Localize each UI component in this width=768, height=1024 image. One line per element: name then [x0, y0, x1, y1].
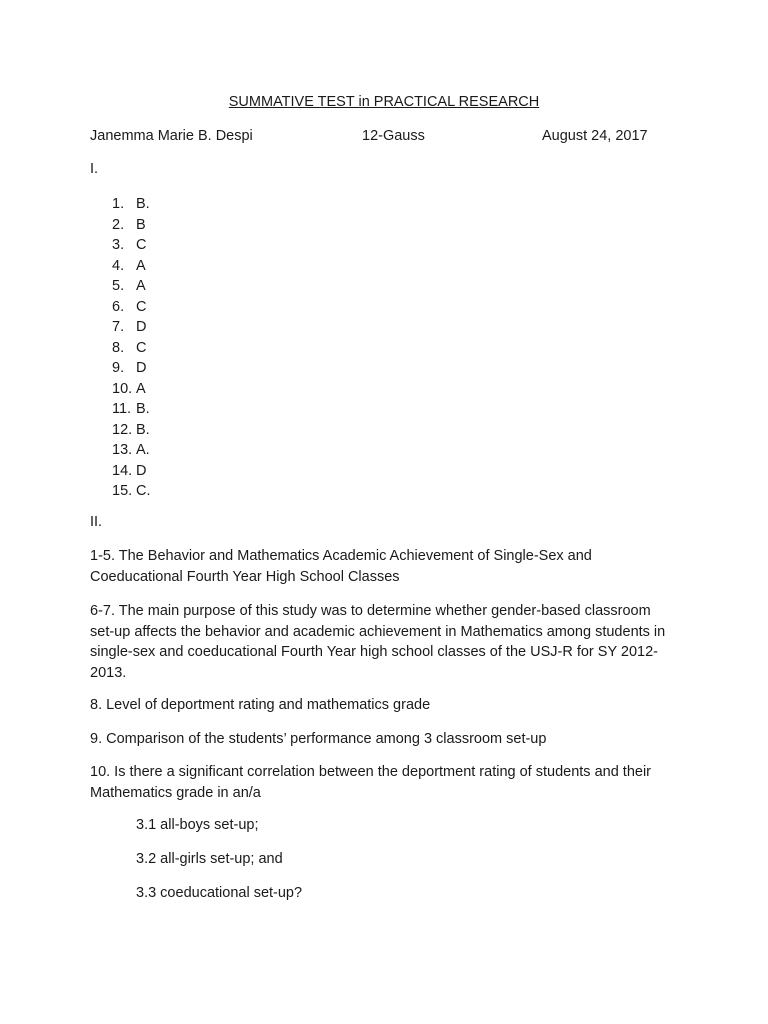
- list-item: 6. C: [112, 298, 147, 315]
- header-row: [90, 128, 690, 148]
- part-2-label: II.: [90, 514, 103, 530]
- list-item: 10. A: [112, 380, 146, 397]
- item-10: 10. Is there a significant correlation between the deportment rating of students and their Mathematics grade in an/a: [90, 764, 652, 801]
- item-8: 8. Level of deportment rating and mathematics grade: [90, 697, 431, 713]
- list-item: 4. A: [112, 257, 146, 274]
- item-6-7: 6-7. The main purpose of this study was to determine whether gender-based classroom set-up affects the behavior and academic achievement in Mathematics among students in single-sex and coeducational Fourth Year high school classes of the USJ-R for SY 2012-2013.: [90, 603, 666, 681]
- list-item: 12. B.: [112, 421, 150, 438]
- list-item: 11. B.: [112, 401, 150, 417]
- document-title: SUMMATIVE TEST in PRACTICAL RESEARCH: [228, 94, 540, 110]
- answer-list: [112, 194, 151, 502]
- list-item: 9. D: [112, 360, 147, 376]
- list-item: 13. A.: [112, 442, 150, 458]
- list-item: 7. D: [112, 319, 147, 335]
- list-item: 8. C: [112, 339, 147, 356]
- sub-item-3-1: 3.1 all-boys set-up;: [136, 817, 259, 833]
- list-item: 1. B.: [112, 196, 150, 212]
- student-name: Janemma Marie B. Despi: [90, 128, 253, 144]
- list-item: 5. A: [112, 278, 146, 294]
- item-1-5: 1-5. The Behavior and Mathematics Academic Achievement of Single-Sex and Coeducational Fourth Year High School Classes: [90, 548, 592, 585]
- sub-item-3-2: 3.2 all-girls set-up; and: [136, 851, 283, 867]
- list-item: 2. B: [112, 216, 146, 233]
- test-date: August 24, 2017: [542, 128, 648, 144]
- student-section: 12-Gauss: [362, 128, 425, 144]
- sub-item-3-3: 3.3 coeducational set-up?: [136, 885, 303, 901]
- list-item: 15. C.: [112, 483, 151, 499]
- part-1-label: I.: [90, 161, 99, 177]
- list-item: 14. D: [112, 462, 147, 479]
- list-item: 3. C: [112, 237, 147, 253]
- item-9: 9. Comparison of the students’ performance among 3 classroom set-up: [90, 731, 547, 747]
